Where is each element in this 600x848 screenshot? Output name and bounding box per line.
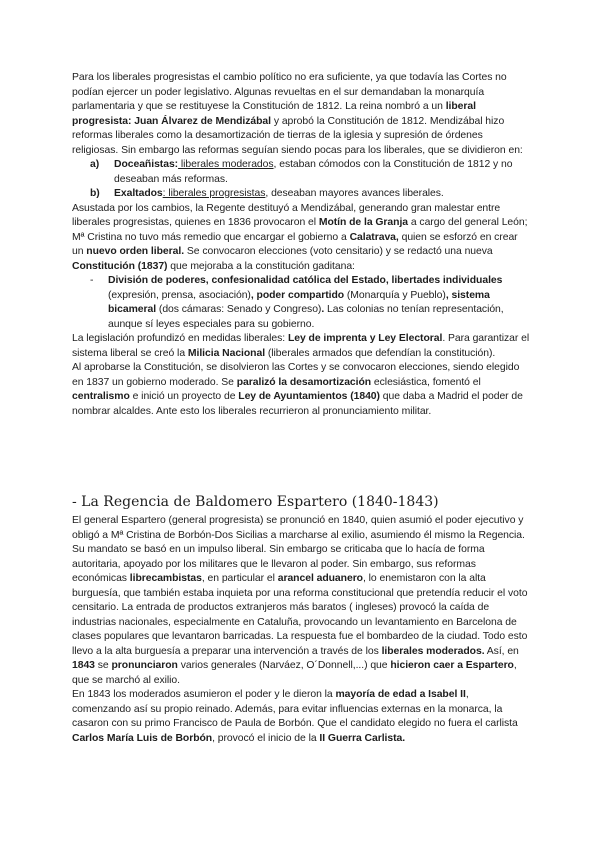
text-run: que daba a Madrid el poder de nombrar alcaldes. Ante esto los liberales recurrieron al pronunciamiento militar. bbox=[72, 391, 523, 417]
list-item-b bbox=[72, 187, 530, 202]
underlined-run: : liberales progresistas bbox=[162, 188, 266, 199]
text-run: a cargo del general León; Mª Cristina no tuvo más remedio que encargar el gobierno a bbox=[72, 217, 528, 243]
bold-run: Constitución (1837) bbox=[72, 260, 168, 272]
bold-run: , sistema bicameral bbox=[108, 289, 490, 315]
bullet-mark: - bbox=[90, 275, 94, 286]
list-label: b) bbox=[90, 188, 100, 199]
text-run: , estaban cómodos con la Constitución de 1812 y no deseaban más reformas. bbox=[114, 159, 513, 185]
bullet-item-constitution bbox=[72, 274, 530, 332]
text-run: En 1843 los moderados asumieron el poder y le dieron la bbox=[72, 689, 336, 700]
bold-run: hicieron caer a Espartero bbox=[390, 660, 514, 671]
text-run: , provocó el inicio de la bbox=[212, 732, 320, 744]
text-run: Así, en bbox=[484, 645, 519, 657]
paragraph-legislacion bbox=[72, 332, 530, 361]
paragraph-mandato bbox=[72, 543, 530, 688]
list-label: a) bbox=[90, 159, 100, 170]
text-run: La legislación profundizó en medidas liberales: bbox=[72, 333, 288, 344]
text-run: (dos cámaras: Senado y Congreso) bbox=[156, 304, 322, 315]
text-run: y aprobó la Constitución de 1812. Mendizábal hizo reformas liberales como la desamortización de tierras de la iglesia y supresión de órdenes religiosas. Sin embargo las reformas seguían siendo pocas para los liberales, que se dividieron en: bbox=[72, 115, 523, 156]
text-run: eclesiástica, fomentó el bbox=[371, 376, 481, 388]
list-text bbox=[114, 158, 530, 187]
paragraph-mendizabal bbox=[72, 71, 530, 158]
text-run: , deseaban mayores avances liberales. bbox=[265, 188, 444, 199]
bold-run: Motín de la Granja bbox=[318, 217, 409, 228]
bold-run: Milicia Nacional bbox=[187, 347, 266, 359]
underlined-run: liberales moderados bbox=[178, 159, 274, 170]
text-block-upper bbox=[72, 71, 530, 419]
bold-run: Exaltados bbox=[114, 188, 163, 199]
text-run: . Para garantizar el sistema liberal se creó la bbox=[72, 333, 530, 359]
bold-run: pronunciaron bbox=[111, 660, 178, 671]
section-heading-espartero: - La Regencia de Baldomero Espartero (1840-1843) bbox=[72, 494, 439, 510]
bullet-text bbox=[108, 274, 530, 332]
text-run: , que se marchó al exilio. bbox=[72, 660, 517, 686]
text-run: El general Espartero (general progresista) se pronunció en 1840, quien asumió el poder ejecutivo y obligó a Mª Cristina de Borbón-Dos Sicilias a marcharse al exilio, asumiendo él mismo la Regencia. bbox=[72, 515, 525, 541]
text-run: (Monarquía y Pueblo) bbox=[344, 289, 446, 301]
list-text bbox=[114, 187, 530, 202]
text-run: que mejoraba a la constitución gaditana: bbox=[167, 260, 355, 272]
bold-run: liberales moderados. bbox=[381, 645, 485, 657]
text-run: varios generales (Narváez, O´Donnell,...) que bbox=[177, 660, 391, 671]
bold-run: . bbox=[321, 304, 325, 315]
text-block-lower bbox=[72, 514, 530, 746]
bold-run: Ley de Ayuntamientos (1840) bbox=[238, 391, 380, 402]
text-run: Al aprobarse la Constitución, se disolvieron las Cortes y se convocaron elecciones, siendo elegido en 1837 un gobierno moderado. Se bbox=[72, 362, 520, 388]
paragraph-motin-granja bbox=[72, 202, 530, 275]
bold-run: Doceañistas: bbox=[114, 159, 179, 170]
text-run: (liberales armados que defendían la constitución). bbox=[265, 347, 496, 359]
bold-run: liberal progresista: Juan Álvarez de Mendizábal bbox=[72, 101, 476, 127]
bold-run: mayoría de edad a Isabel II bbox=[335, 689, 466, 700]
bold-run: centralismo bbox=[72, 391, 130, 402]
text-run: Asustada por los cambios, la Regente destituyó a Mendizábal, generando gran malestar entre liberales progresistas, quienes en 1836 provocaron el bbox=[72, 202, 501, 228]
text-run: , lo enemistaron con la alta burguesía, que también estaba inquieta por una reforma constitucional que pretendía reducir el voto censitario. La entrada de productos extranjeros más baratos ( ingleses) provocó la caída de industrias nacionales, especialmente en Cataluña, provocando un levantamiento en Barcelona de clases populares que levantaron barricadas. La respuesta fue el bombardeo de la ciudad. Todo esto llevo a la alta burguesía a preparar una intervención a través de los bbox=[72, 573, 528, 657]
bold-run: paralizó la desamortización bbox=[236, 376, 372, 388]
bold-run: II Guerra Carlista. bbox=[319, 732, 406, 744]
paragraph-gobierno-moderado bbox=[72, 361, 530, 419]
paragraph-isabel-ii bbox=[72, 688, 530, 746]
text-run: Para los liberales progresistas el cambio político no era suficiente, ya que todavía las Cortes no podían ejercer un poder legislativo. Algunas revueltas en el sur demandaban la monarquía parlamentaria y que se restituyese la Constitución de 1812. La reina nombró a un bbox=[72, 72, 507, 112]
text-run: se bbox=[94, 660, 112, 671]
text-run: Se convocaron elecciones (voto censitario) y se redactó una nueva bbox=[184, 246, 493, 257]
list-item-a bbox=[72, 158, 530, 187]
bold-run: Calatrava, bbox=[349, 231, 399, 243]
bold-run: División de poderes, confesionalidad católica del Estado, libertades individuales bbox=[108, 275, 503, 286]
text-run: e inició un proyecto de bbox=[129, 391, 239, 402]
text-run: , en particular el bbox=[201, 573, 278, 584]
bold-run: , poder compartido bbox=[250, 289, 345, 301]
text-run: quien se esforzó en crear un bbox=[72, 231, 518, 257]
bold-run: Carlos María Luis de Borbón bbox=[72, 732, 213, 744]
bold-run: 1843 bbox=[72, 660, 95, 671]
text-run: Las colonias no tenían representación, aunque sí leyes especiales para su gobierno. bbox=[108, 304, 504, 330]
bold-run: nuevo orden liberal. bbox=[86, 246, 185, 257]
text-run: Su mandato se basó en un impulso liberal. Sin embargo se criticaba que lo hacía de forma autoritaria, apoyado por los militares que le llevaron al poder. Sin embargo, sus reformas económicas bbox=[72, 544, 485, 584]
bold-run: librecambistas bbox=[129, 573, 202, 584]
paragraph-pronunciamiento bbox=[72, 514, 530, 543]
bold-run: arancel aduanero bbox=[277, 573, 363, 584]
bold-run: Ley de imprenta y Ley Electoral bbox=[287, 333, 443, 344]
text-run: (expresión, prensa, asociación) bbox=[108, 289, 251, 301]
text-run: , comenzando así su propio reinado. Además, para evitar influencias externas en la monarca, la casaron con su primo Francisco de Paula de Borbón. Que el candidato elegido no fuera el carlista bbox=[72, 689, 518, 729]
